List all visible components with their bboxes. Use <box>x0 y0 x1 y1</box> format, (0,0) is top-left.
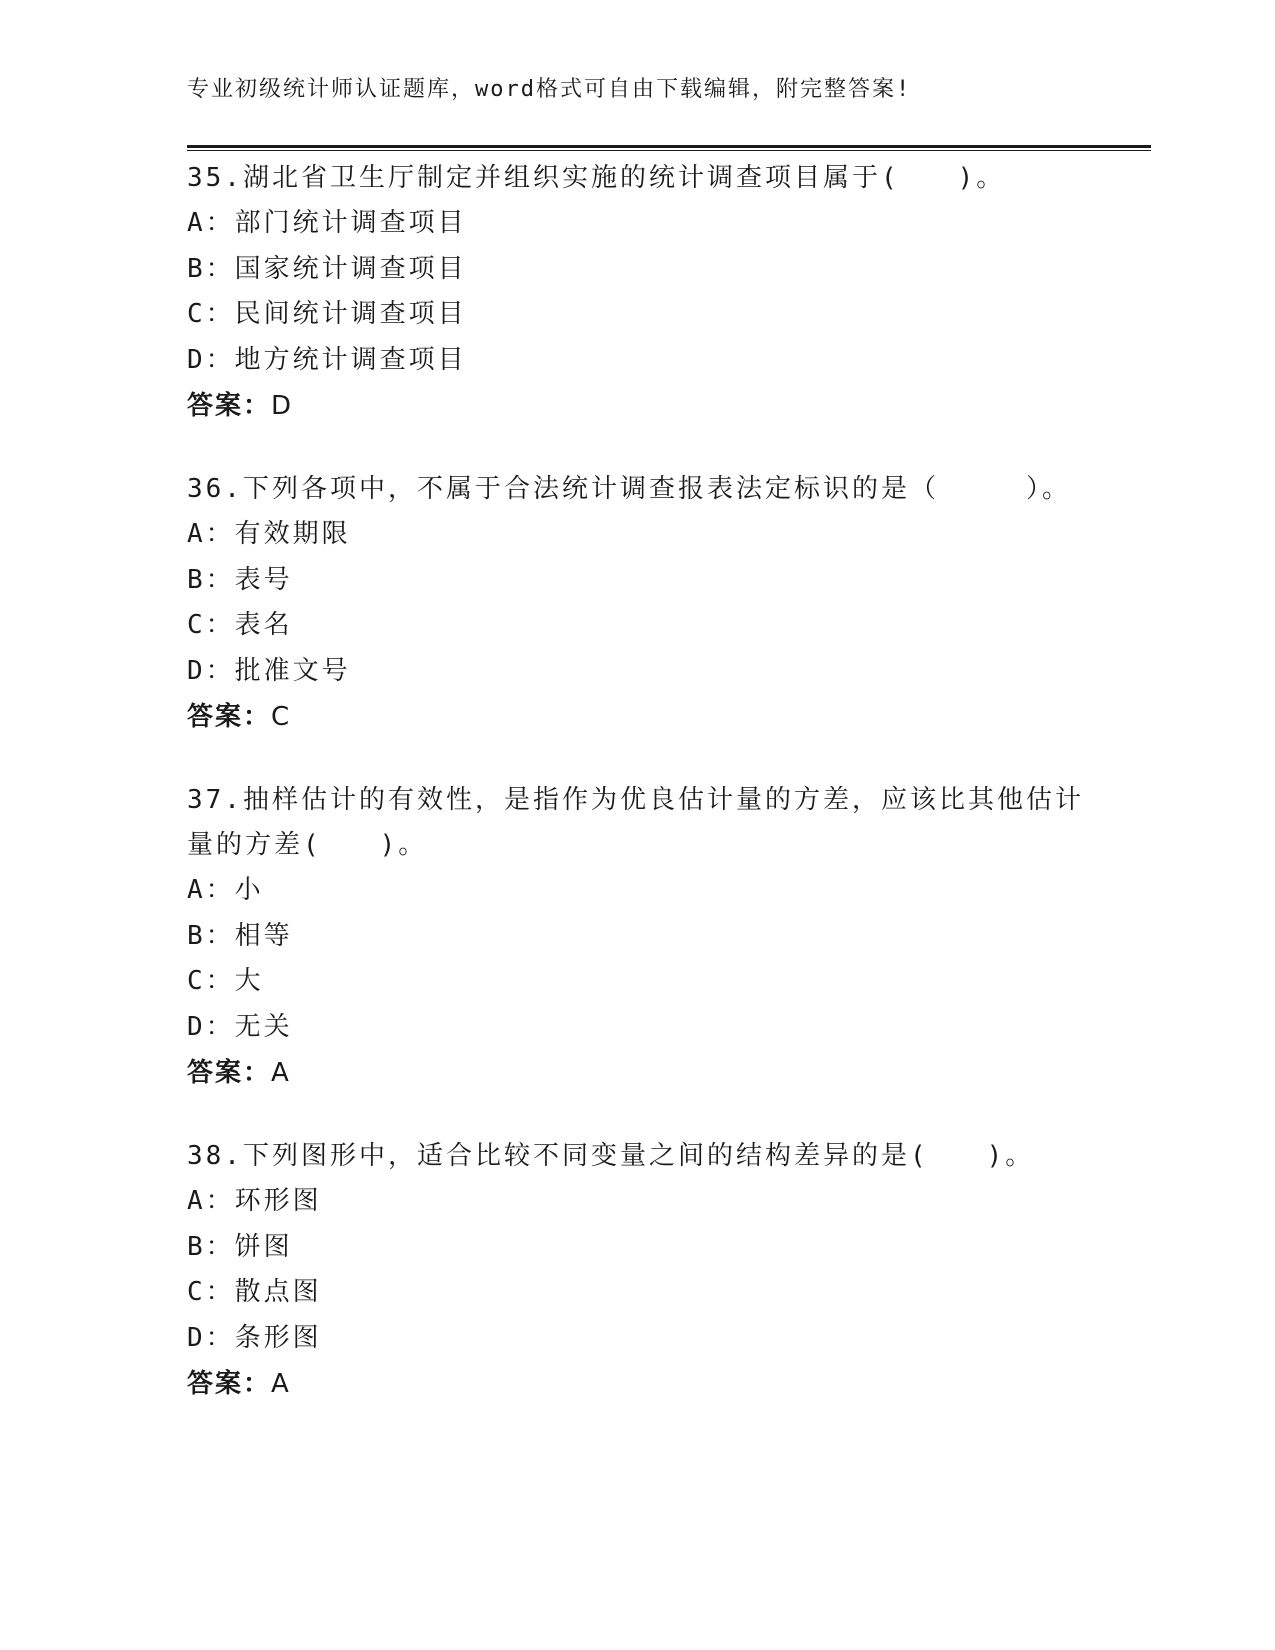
option-b: B：饼图 <box>187 1231 293 1262</box>
option-b: B：国家统计调查项目 <box>187 253 467 284</box>
question-37 <box>187 778 1087 1096</box>
question-stem: 38.下列图形中，适合比较不同变量之间的结构差异的是( )。 <box>187 1141 1035 1171</box>
page-header: 专业初级统计师认证题库，word格式可自由下载编辑，附完整答案! <box>187 77 912 102</box>
option-c: C：民间统计调查项目 <box>187 299 467 329</box>
option-d: D：条形图 <box>187 1322 322 1353</box>
option-a: A：部门统计调查项目 <box>187 208 467 238</box>
option-b: B：表号 <box>187 564 293 595</box>
answer-label: 答案： <box>187 1058 272 1088</box>
option-a: A：环形图 <box>187 1186 322 1216</box>
option-c: C：散点图 <box>187 1277 322 1307</box>
answer-label: 答案： <box>187 391 272 421</box>
answer-label: 答案： <box>187 1369 272 1399</box>
option-c: C：大 <box>187 966 264 996</box>
option-d: D：无关 <box>187 1011 293 1042</box>
answer <box>187 694 1087 740</box>
header-divider <box>187 145 1151 151</box>
question-35 <box>187 156 1087 429</box>
answer-value: D <box>271 391 294 421</box>
answer <box>187 1050 1087 1096</box>
option-a: A：小 <box>187 875 264 905</box>
answer-label: 答案： <box>187 702 272 732</box>
answer-value: A <box>271 1369 291 1399</box>
question-stem: 37.抽样估计的有效性，是指作为优良估计量的方差，应该比其他估计量的方差( )。 <box>187 785 1084 860</box>
question-stem: 36.下列各项中，不属于合法统计调查报表法定标识的是（ ）。 <box>187 474 1071 504</box>
answer <box>187 1361 1087 1407</box>
answer-value: A <box>271 1058 291 1088</box>
option-d: D：地方统计调查项目 <box>187 344 467 375</box>
option-a: A：有效期限 <box>187 519 351 549</box>
option-d: D：批准文号 <box>187 655 351 686</box>
option-c: C：表名 <box>187 610 293 640</box>
question-list <box>187 156 1087 1445</box>
answer-value: C <box>271 702 292 732</box>
question-36 <box>187 467 1087 740</box>
option-b: B：相等 <box>187 920 293 951</box>
question-stem: 35.湖北省卫生厅制定并组织实施的统计调查项目属于( )。 <box>187 163 1006 193</box>
answer <box>187 383 1087 429</box>
question-38 <box>187 1134 1087 1407</box>
